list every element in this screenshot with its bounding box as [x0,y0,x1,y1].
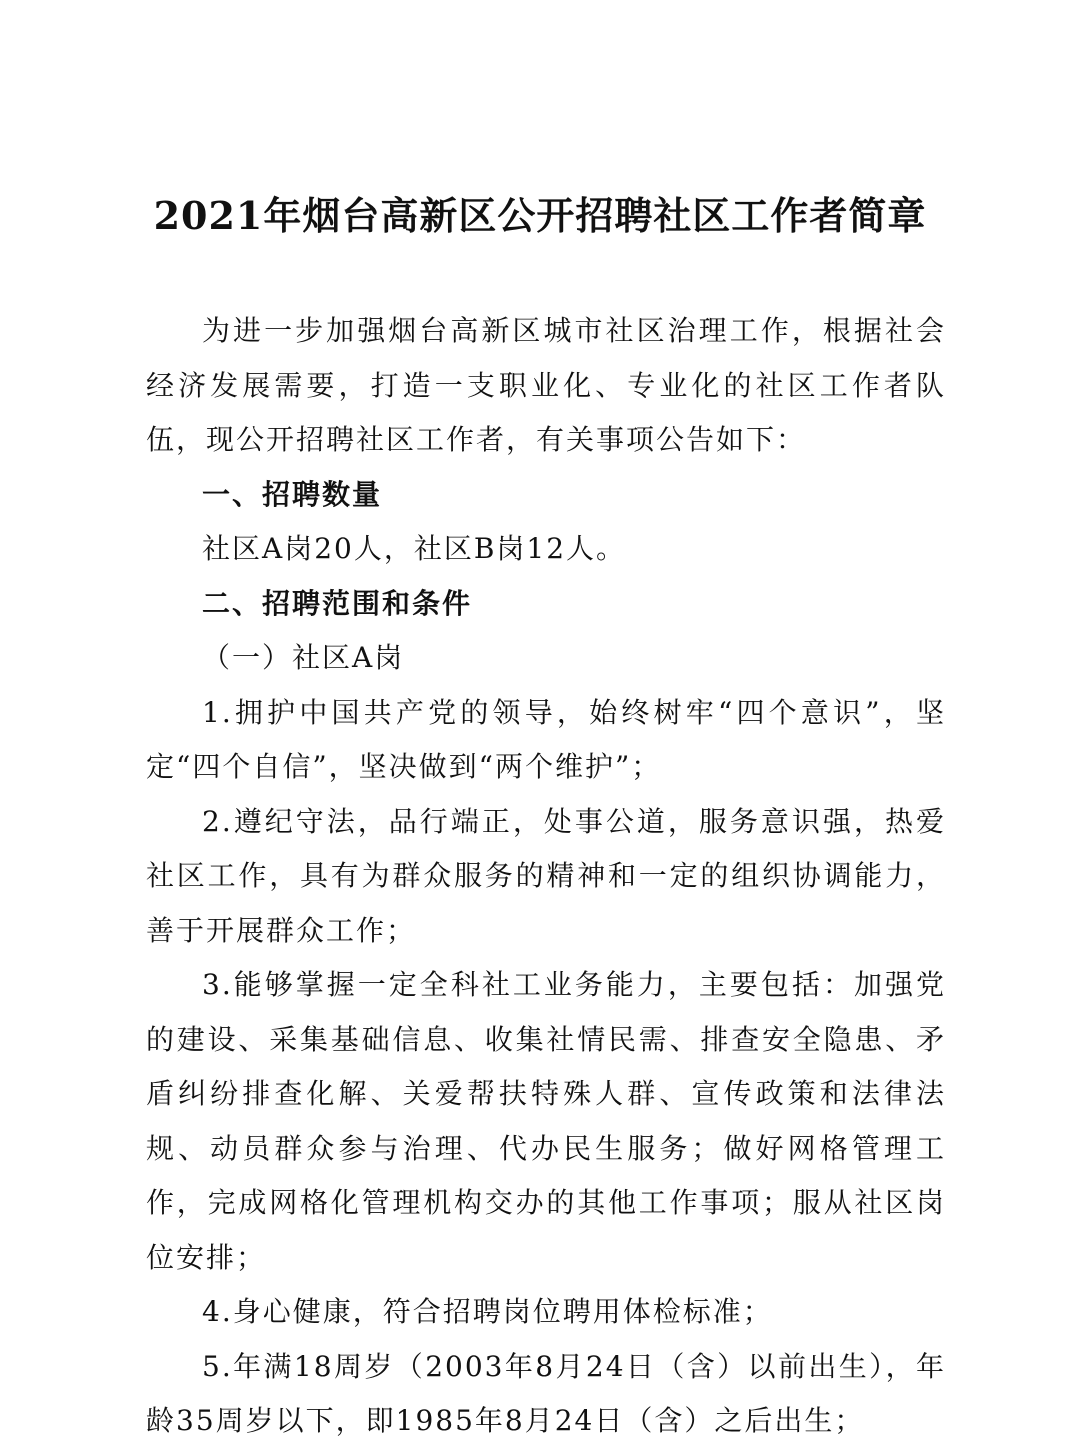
recruitment-number-paragraph: 社区A岗20人，社区B岗12人。 [202,532,627,565]
condition-item-2: 2.遵纪守法，品行端正，处事公道，服务意识强，热爱社区工作，具有为群众服务的精神和一定的组织协调能力，善于开展群众工作； [146,804,946,947]
document-body [146,304,946,1449]
document-title: 2021年烟台高新区公开招聘社区工作者简章 [153,193,927,238]
intro-paragraph: 为进一步加强烟台高新区城市社区治理工作，根据社会经济发展需要，打造一支职业化、专业化的社区工作者队伍，现公开招聘社区工作者，有关事项公告如下： [146,314,946,456]
condition-item-3: 3.能够掌握一定全科社工业务能力，主要包括：加强党的建设、采集基础信息、收集社情民需、排查安全隐患、矛盾纠纷排查化解、关爱帮扶特殊人群、宣传政策和法律法规、动员群众参与治理、代办民生服务；做好网格管理工作，完成网格化管理机构交办的其他工作事项；服从社区岗位安排； [146,968,946,1274]
condition-item-5: 5.年满18周岁（2003年8月24日（含）以前出生），年龄35周岁以下，即1985年8月24日（含）之后出生； [146,1349,946,1437]
condition-item-4: 4.身心健康，符合招聘岗位聘用体检标准； [202,1295,773,1328]
section-heading-recruitment-number: 一、招聘数量 [202,477,383,511]
section-heading-scope-conditions: 二、招聘范围和条件 [202,586,473,620]
condition-item-1: 1.拥护中国共产党的领导，始终树牢“四个意识”，坚定“四个自信”，坚决做到“两个维护”； [146,695,946,783]
subsection-heading-community-a: （一）社区A岗 [202,641,405,674]
